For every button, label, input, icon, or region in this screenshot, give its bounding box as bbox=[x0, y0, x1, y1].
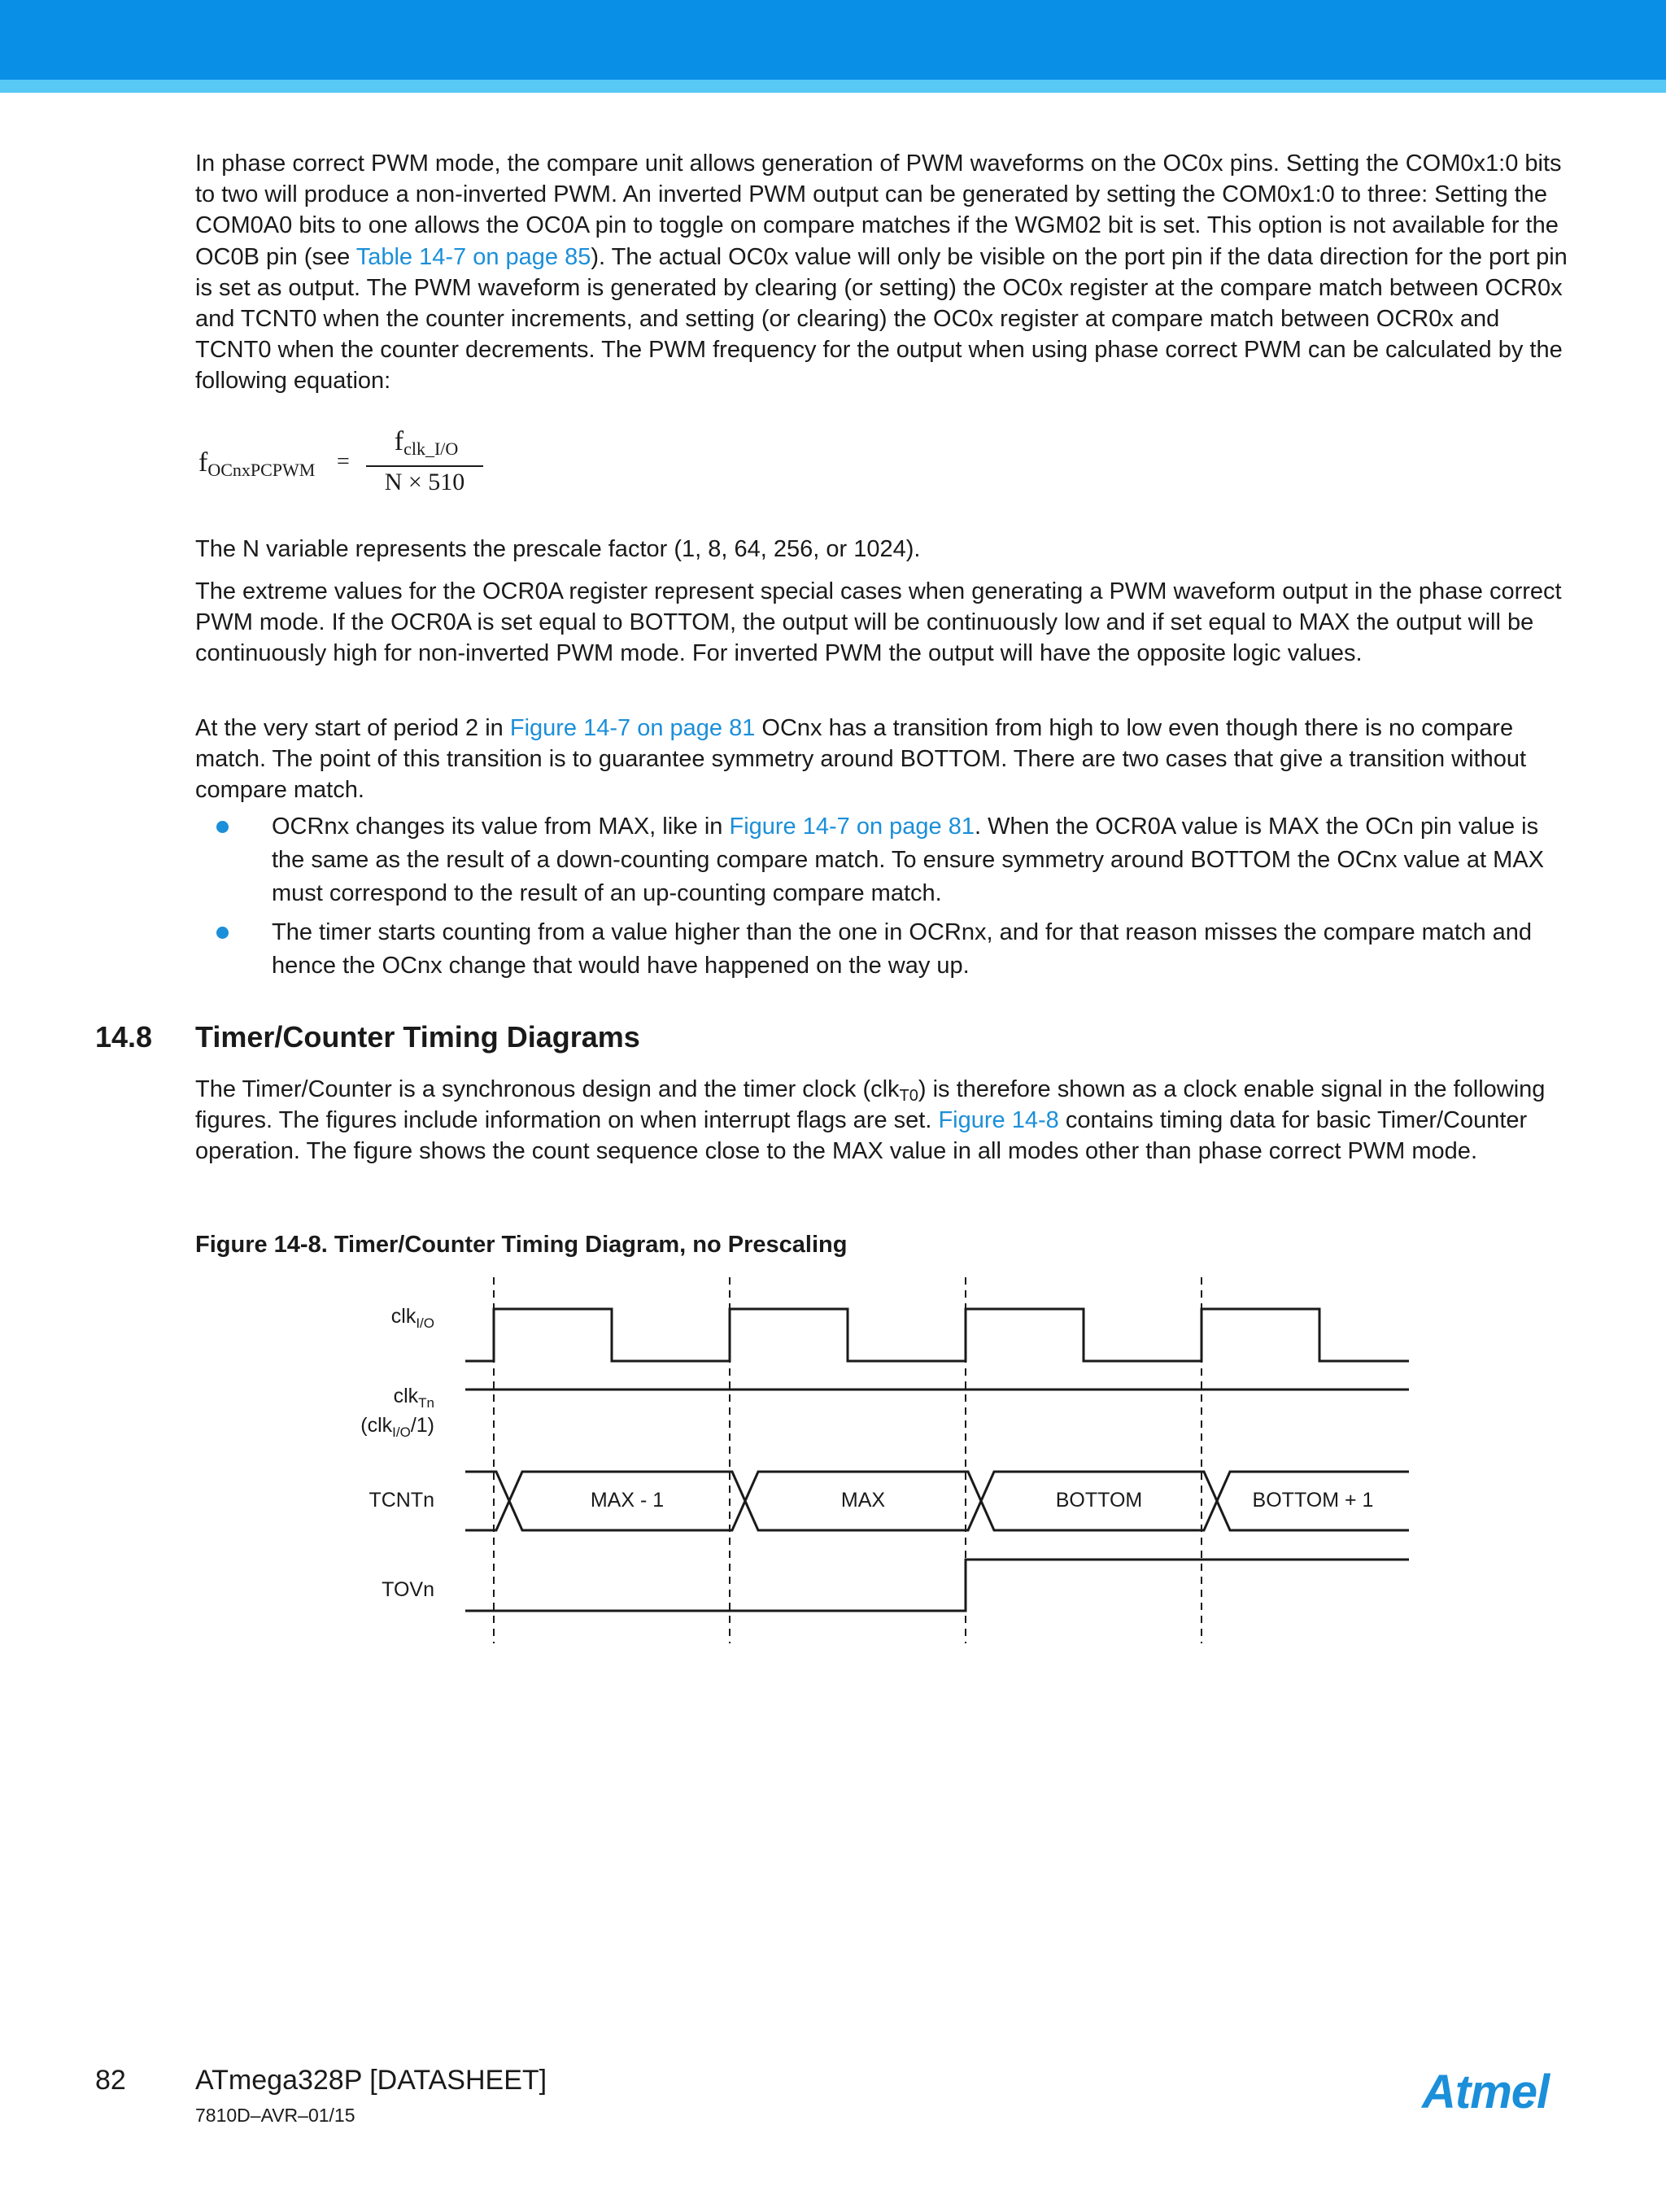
paragraph-text: OCnx has a transition from high to low even though there is no compare match. The point of this transition is to guarantee symmetry around BOTTOM. There are two cases that give a transition without compare match. bbox=[195, 715, 1527, 804]
link-table-14-7[interactable]: Table 14-7 on page 85 bbox=[355, 243, 591, 270]
tov-waveform bbox=[465, 1560, 1409, 1611]
signal-label-clkio: clk$_{I/O}$ bbox=[390, 1305, 434, 1331]
signal-label-tcnt: TCNTn bbox=[369, 1489, 434, 1512]
count-value: MAX - 1 bbox=[590, 1489, 665, 1512]
clkio-waveform bbox=[465, 1309, 1409, 1361]
signal-label-clktn: clk$_{Tn}$ bbox=[393, 1385, 434, 1411]
formula-denominator: N × 510 bbox=[384, 469, 465, 495]
tcnt-bus-segment bbox=[465, 1472, 509, 1530]
paragraph-text: At the very start of period 2 in bbox=[195, 715, 510, 741]
link-figure-14-7[interactable]: Figure 14-7 on page 81 bbox=[509, 715, 756, 741]
paragraph-text: In phase correct PWM mode, the compare unit allows generation of PWM waveforms on the OC0x pins. Setting the COM0x1:0 bits to two will produce a non-inverted PWM. An inverted PWM output can be generated by setting the COM0x1:0 to three: Setting the COM0A0 bits to one allows the OC0A pin to toggle on compare matches if the WGM02 bit is set. This option is not available for the OC0B pin (see bbox=[195, 151, 1562, 270]
count-value: MAX bbox=[840, 1489, 886, 1512]
paragraph-extreme-values: The extreme values for the OCR0A register represent special cases when generating a PWM waveform output in the phase correct PWM mode. If the OCR0A is set equal to BOTTOM, the output will be continuously low and if set equal to MAX the output will be continuously high for non-inverted PWM mode. For inverted PWM the output will have the opposite logic values. bbox=[195, 578, 1562, 667]
section-title: Timer/Counter Timing Diagrams bbox=[195, 1020, 640, 1054]
bullet-text: . When the OCR0A value is MAX the OCn pin value is the same as the result of a down-counting compare match. To ensure symmetry around BOTTOM the OCnx value at MAX must correspond to the result of an up-counting compare match. bbox=[272, 814, 1545, 906]
signal-label-tov: TOVn bbox=[382, 1578, 434, 1601]
formula-equals: = bbox=[337, 449, 350, 474]
paragraph-timing-intro: The Timer/Counter is a synchronous design and the timer clock (clk$_{T0}$) is therefore shown as a clock enable signal in the following figures. The figures include information on when interrupt flags are set. Figure 14-8 contains timing data for basic Timer/Counter operation. The figure shows the count sequence close to the MAX value in all modes other than phase correct PWM mode. bbox=[195, 1076, 1546, 1165]
bullet-text: The timer starts counting from a value higher than the one in OCRnx, and for that reason misses the compare match and hence the OCnx change that would have happened on the way up. bbox=[272, 919, 1533, 979]
link-figure-14-8[interactable]: Figure 14-8 bbox=[938, 1107, 1059, 1134]
formula-numerator: $f_{clk\_I/O}$ bbox=[394, 426, 459, 459]
bullet-text: OCRnx changes its value from MAX, like in bbox=[272, 814, 730, 840]
footer-doc-number: 7810D–AVR–01/15 bbox=[195, 2105, 355, 2126]
footer-title: ATmega328P [DATASHEET] bbox=[195, 2065, 547, 2096]
signal-label-clktn-note: (clk$_{I/O}$/1) bbox=[360, 1414, 434, 1440]
link-figure-14-7[interactable]: Figure 14-7 on page 81 bbox=[729, 814, 975, 840]
count-value: BOTTOM bbox=[1055, 1489, 1143, 1512]
atmel-logo: Atmel bbox=[1422, 2066, 1550, 2118]
formula-lhs: $f_{OCnxPCPWM}$ bbox=[198, 447, 316, 480]
section-number: 14.8 bbox=[95, 1020, 153, 1054]
count-value: BOTTOM + 1 bbox=[1252, 1489, 1374, 1512]
paragraph-text: ). The actual OC0x value will only be visible on the port pin if the data direction for the port pin is set as output. The PWM waveform is generated by clearing (or setting) the OC0x register at the compare match between OCR0x and TCNT0 when the counter increments, and setting (or clearing) the OC0x register at compare match between OCR0x and TCNT0 when the counter decrements. The PWM frequency for the output when using phase correct PWM can be calculated by the following equation: bbox=[195, 243, 1568, 395]
figure-caption: Figure 14-8. Timer/Counter Timing Diagram, no Prescaling bbox=[195, 1232, 848, 1258]
paragraph-prescale: The N variable represents the prescale factor (1, 8, 64, 256, or 1024). bbox=[195, 536, 921, 562]
footer-page-number: 82 bbox=[95, 2065, 126, 2096]
